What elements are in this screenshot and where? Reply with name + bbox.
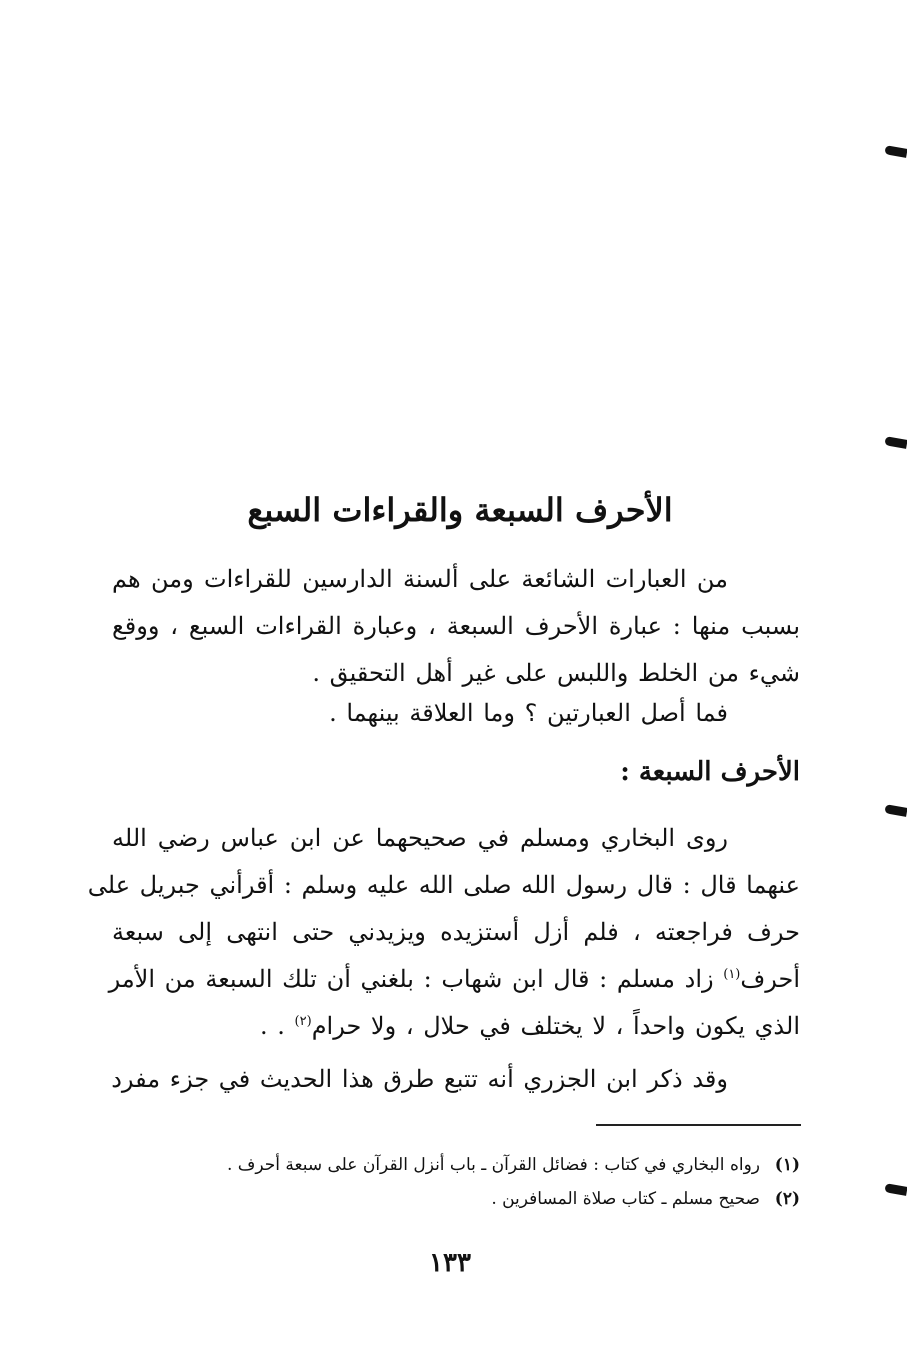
scan-edge-mark bbox=[884, 804, 907, 817]
text-fragment: زاد مسلم : قال ابن شهاب : بلغني أن تلك السبعة من الأمر bbox=[108, 965, 724, 993]
footnote-reference: (٢) bbox=[294, 1014, 312, 1029]
text-line bbox=[108, 956, 800, 1003]
footnote-number: (٢) bbox=[774, 1189, 800, 1209]
text-fragment: الذي يكون واحداً ، لا يختلف في حلال ، ولا حرام bbox=[311, 1012, 800, 1040]
page-number: ١٣٣ bbox=[429, 1248, 471, 1278]
scan-edge-mark bbox=[884, 145, 907, 158]
intro-paragraph bbox=[112, 556, 800, 697]
text-line: شيء من الخلط واللبس على غير أهل التحقيق . bbox=[312, 659, 800, 687]
text-fragment: . . bbox=[260, 1012, 295, 1040]
text-line: حرف فراجعته ، فلم أزل أستزيده ويزيدني حتى انتهى إلى سبعة bbox=[112, 918, 800, 946]
footnote-text: صحيح مسلم ـ كتاب صلاة المسافرين . bbox=[491, 1189, 760, 1209]
footnotes bbox=[112, 1148, 800, 1216]
text-line: روى البخاري ومسلم في صحيحهما عن ابن عباس رضي الله bbox=[112, 824, 728, 852]
text-line: فما أصل العبارتين ؟ وما العلاقة بينهما . bbox=[329, 699, 728, 727]
footnote-item bbox=[112, 1182, 800, 1216]
chapter-title: الأحرف السبعة والقراءات السبع bbox=[247, 491, 673, 529]
scan-edge-mark bbox=[884, 1183, 907, 1196]
scan-edge-mark bbox=[884, 436, 907, 449]
section-heading: الأحرف السبعة : bbox=[620, 757, 800, 787]
text-line: بسبب منها : عبارة الأحرف السبعة ، وعبارة القراءات السبع ، ووقع bbox=[112, 612, 800, 640]
text-line bbox=[112, 1003, 800, 1050]
footnote-divider bbox=[596, 1124, 801, 1126]
hadith-paragraph bbox=[87, 815, 800, 1050]
footnote-reference: (١) bbox=[723, 967, 741, 982]
footnote-text: رواه البخاري في كتاب : فضائل القرآن ـ باب أنزل القرآن على سبعة أحرف . bbox=[226, 1155, 760, 1175]
continuation-paragraph bbox=[112, 1056, 800, 1103]
text-line: وقد ذكر ابن الجزري أنه تتبع طرق هذا الحديث في جزء مفرد bbox=[111, 1065, 728, 1093]
text-line: من العبارات الشائعة على ألسنة الدارسين للقراءات ومن هم bbox=[112, 565, 728, 593]
text-line: عنهما قال : قال رسول الله صلى الله عليه وسلم : أقرأني جبريل على bbox=[87, 871, 800, 899]
footnote-item bbox=[112, 1148, 800, 1182]
footnote-number: (١) bbox=[774, 1155, 800, 1175]
question-paragraph bbox=[112, 690, 800, 737]
text-fragment: أحرف bbox=[740, 965, 800, 993]
